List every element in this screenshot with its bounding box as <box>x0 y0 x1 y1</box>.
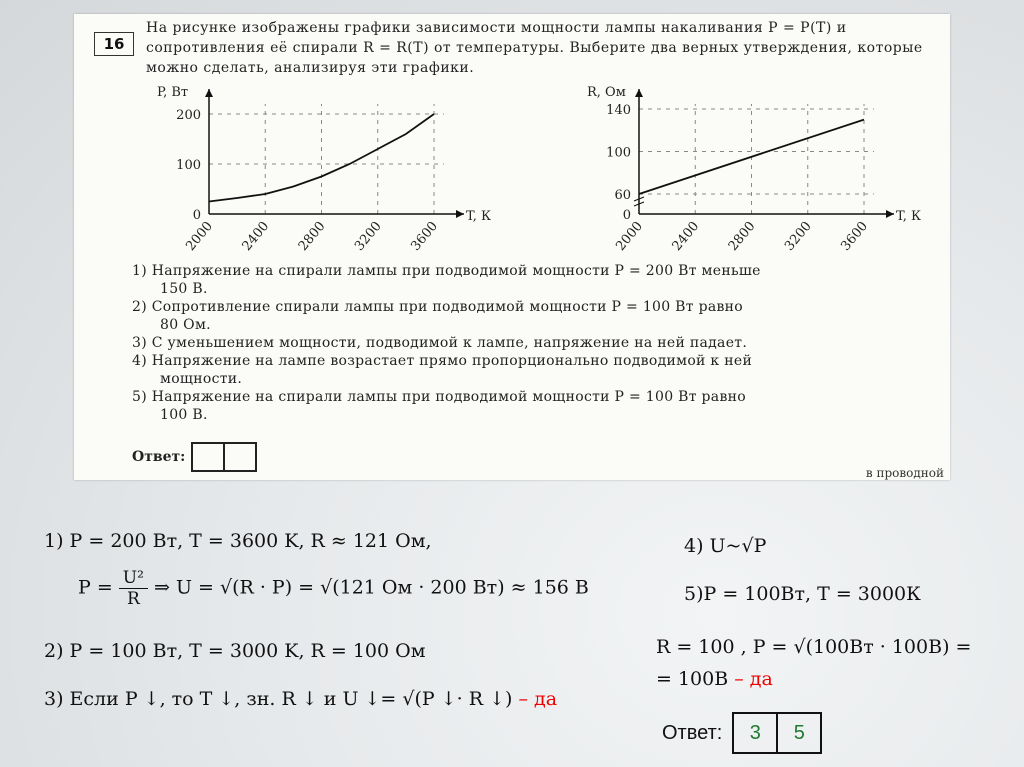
solution-4: 4) U~√P <box>684 535 767 557</box>
answer-cell-2: 5 <box>776 714 820 752</box>
x-tick-label: 2400 <box>239 218 273 254</box>
option-2-cont: 80 Ом. <box>160 317 211 333</box>
solution-3: 3) Если P ↓, то T ↓, зн. R ↓ и U ↓= √(P ↓· R ↓) – да <box>44 688 558 710</box>
y-tick-label: 0 <box>622 208 631 223</box>
y-tick-label: 140 <box>606 103 631 118</box>
option-1-cont: 150 В. <box>160 281 208 297</box>
solution-1-line-2: P = $\frac{\text{U²}}{R}$ ⇒ U = √(R · P) = √(121 Ом · 200 Вт) ≈ 156 В <box>78 568 589 609</box>
solution-2: 2) P = 100 Вт, T = 3000 K, R = 100 Ом <box>44 640 426 662</box>
x-tick-label: 3200 <box>782 218 815 254</box>
x-tick-label: 2800 <box>725 218 759 254</box>
scan-footer: в проводной <box>865 466 944 480</box>
x-tick-label: 2800 <box>295 218 329 254</box>
y-tick-label: 100 <box>606 145 631 161</box>
solution-5-calc-2: = 100В – да <box>656 668 773 690</box>
x-tick-label: 2000 <box>613 218 647 254</box>
x-axis-arrow <box>456 210 464 218</box>
solution-5-calc-1: R = 100 , P = √(100Вт · 100В) = <box>656 636 972 658</box>
y-tick-label: 0 <box>192 208 201 223</box>
answer-cell-1: 3 <box>749 721 761 744</box>
option-1: 1) Напряжение на спирали лампы при подводимой мощности P = 200 Вт меньше <box>132 263 761 279</box>
final-answer-label: Ответ: <box>662 721 723 744</box>
y-tick-label: 200 <box>176 108 201 123</box>
scan-answer <box>132 442 257 472</box>
scan-answer-label: Ответ: <box>132 449 186 465</box>
x-tick-label: 2400 <box>669 218 703 254</box>
option-5-cont: 100 В. <box>160 407 208 423</box>
final-answer-cells <box>732 712 822 754</box>
y-axis-arrow <box>205 89 213 97</box>
task-number: 16 <box>94 32 134 56</box>
option-3: 3) С уменьшением мощности, подводимой к лампе, напряжение на ней падает. <box>132 335 748 351</box>
option-4: 4) Напряжение на лампе возрастает прямо пропорционально подводимой к ней <box>132 353 753 369</box>
solution-1-line-1: 1) P = 200 Вт, T = 3600 K, R ≈ 121 Ом, <box>44 530 432 552</box>
x-tick-label: 3600 <box>408 218 442 254</box>
x-axis-label: T, К <box>466 209 492 224</box>
resistance-chart <box>574 84 954 259</box>
solution-5: 5)P = 100Вт, T = 3000К <box>684 583 921 605</box>
option-5: 5) Напряжение на спирали лампы при подводимой мощности P = 100 Вт равно <box>132 389 746 405</box>
option-4-cont: мощности. <box>160 371 243 387</box>
task-intro: На рисунке изображены графики зависимости мощности лампы накаливания P = P(T) и сопротивления её спирали R = R(T) от температуры. Выберите два верных утверждения, которые можно сделать, анализируя эти графики. <box>146 20 923 76</box>
x-tick-label: 3600 <box>838 218 872 254</box>
option-2: 2) Сопротивление спирали лампы при подводимой мощности P = 100 Вт равно <box>132 299 744 315</box>
x-axis-label: T, К <box>896 209 922 224</box>
x-axis-arrow <box>886 210 894 218</box>
power-chart <box>144 84 524 259</box>
y-tick-label: 60 <box>614 188 631 203</box>
scan-answer-boxes <box>193 442 257 472</box>
x-tick-label: 2000 <box>183 218 217 254</box>
options-list <box>132 262 952 424</box>
formula-fraction: $\frac{\text{U²}}{R}$ <box>119 568 148 609</box>
y-axis-label: R, Ом <box>587 85 626 100</box>
x-tick-label: 3200 <box>352 218 385 254</box>
y-axis-label: P, Вт <box>157 85 189 100</box>
y-tick-label: 100 <box>176 158 201 173</box>
task-scan <box>74 14 950 480</box>
final-answer <box>662 712 822 754</box>
y-axis-arrow <box>635 89 643 97</box>
